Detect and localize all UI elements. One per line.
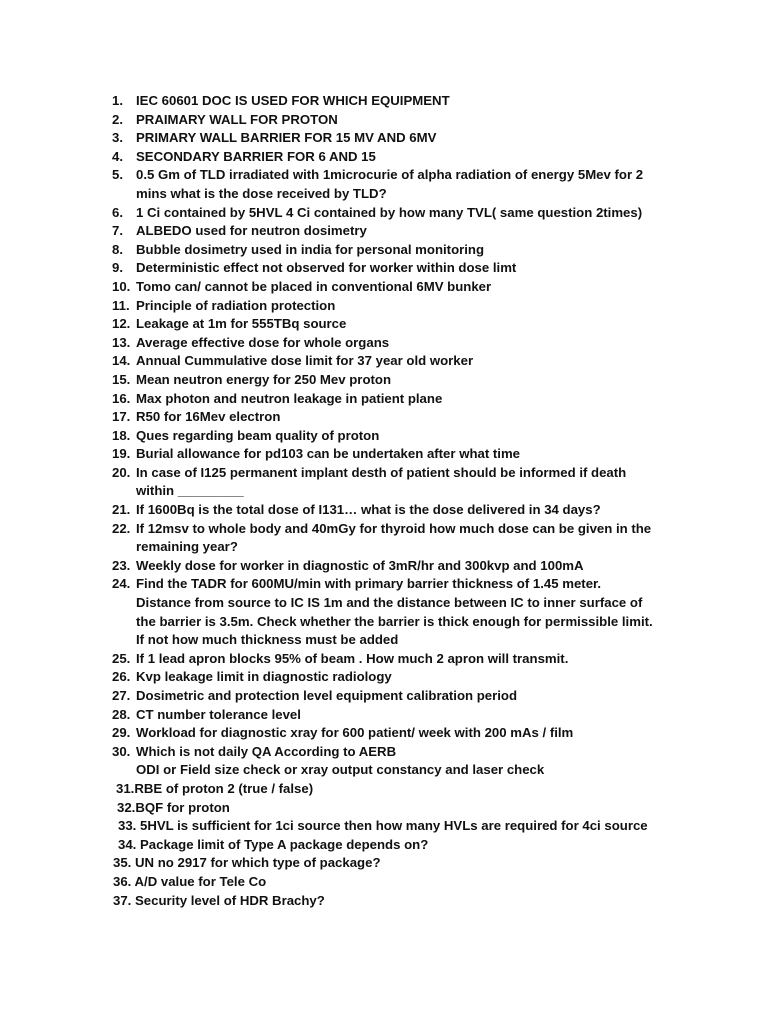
question-text: RBE of proton 2 (true / false) [134, 780, 314, 796]
question-item [112, 575, 692, 649]
question-line: PRIMARY WALL BARRIER FOR 15 MV AND 6MV [136, 130, 437, 146]
question-item [112, 557, 692, 576]
question-text [136, 259, 692, 278]
question-number: 23. [112, 557, 131, 573]
question-line: Dosimetric and protection level equipment calibration period [136, 688, 518, 703]
question-number: 17. [112, 409, 131, 425]
question-text: UN no 2917 for which type of package? [131, 855, 381, 871]
question-item [112, 352, 692, 371]
question-item [112, 501, 692, 520]
question-line: ODI or Field size check or xray output constancy and laser check [136, 762, 545, 778]
question-number: 2. [112, 111, 123, 127]
question-text: 5HVL is sufficient for 1ci source then how many HVLs are required for 4ci source [136, 818, 648, 834]
question-number: 29. [112, 725, 131, 741]
question-number: 8. [112, 241, 123, 257]
question-line: ALBEDO used for neutron dosimetry [136, 223, 367, 239]
question-line: If 1600Bq is the total dose of I131… what is the dose delivered in 34 days? [136, 502, 601, 518]
question-line: If 12msv to whole body and 40mGy for thyroid how much dose can be given in the [136, 520, 652, 536]
question-line: Find the TADR for 600MU/min with primary barrier thickness of 1.45 meter. [136, 576, 602, 592]
question-line: Ques regarding beam quality of proton [136, 427, 380, 443]
question-line: SECONDARY BARRIER FOR 6 AND 15 [136, 148, 376, 164]
question-number: 27. [112, 688, 131, 703]
question-text [136, 166, 692, 203]
question-item [112, 464, 692, 501]
question-item [112, 445, 692, 464]
question-item [112, 836, 692, 855]
question-number: 21. [112, 502, 131, 518]
question-line: R50 for 16Mev electron [136, 409, 281, 425]
question-item [112, 650, 692, 669]
question-item [112, 687, 692, 706]
question-item [112, 92, 692, 111]
question-text [136, 520, 692, 557]
question-text [136, 687, 692, 706]
question-number: 11. [112, 297, 130, 313]
question-number: 35. [113, 855, 132, 871]
question-item [112, 297, 692, 316]
question-text [136, 92, 692, 111]
question-item [112, 780, 692, 799]
question-number: 33. [118, 818, 137, 834]
question-line: Burial allowance for pd103 can be undertaken after what time [136, 446, 521, 462]
question-item [112, 129, 692, 148]
question-line: Distance from source to IC IS 1m and the distance between IC to inner surface of [136, 595, 643, 611]
question-number: 22. [112, 520, 131, 536]
question-text [136, 241, 692, 260]
question-number: 3. [112, 130, 123, 146]
question-item [112, 334, 692, 353]
question-item [112, 241, 692, 260]
question-text [136, 724, 692, 743]
question-item [112, 799, 692, 818]
question-number: 4. [112, 148, 123, 164]
question-line: Principle of radiation protection [136, 297, 336, 313]
question-line: Kvp leakage limit in diagnostic radiology [136, 669, 392, 685]
question-line: 0.5 Gm of TLD irradiated with 1microcurie of alpha radiation of energy 5Mev for 2 [136, 167, 644, 183]
question-list [112, 92, 692, 910]
question-line: PRAIMARY WALL FOR PROTON [136, 111, 338, 127]
question-item [112, 111, 692, 130]
question-line: Weekly dose for worker in diagnostic of 3mR/hr and 300kvp and 100mA [136, 557, 584, 573]
question-item [112, 706, 692, 725]
question-item [112, 408, 692, 427]
question-line: Deterministic effect not observed for worker within dose limt [136, 260, 517, 276]
question-line: Leakage at 1m for 555TBq source [136, 316, 347, 332]
question-number: 34. [118, 836, 137, 852]
question-number: 26. [112, 669, 131, 685]
question-line: Tomo can/ cannot be placed in conventional 6MV bunker [136, 278, 492, 294]
question-number: 12. [112, 316, 131, 332]
question-text [136, 390, 692, 409]
question-item [112, 148, 692, 167]
question-text [136, 408, 692, 427]
question-text [136, 501, 692, 520]
question-text [136, 668, 692, 687]
question-line: within _________ [136, 483, 244, 499]
question-number: 10. [112, 278, 131, 294]
question-text: Package limit of Type A package depends on? [136, 836, 429, 852]
question-text [136, 650, 692, 669]
question-text [136, 427, 692, 446]
question-line: Bubble dosimetry used in india for personal monitoring [136, 241, 485, 257]
question-number: 18. [112, 427, 131, 443]
question-item [112, 222, 692, 241]
question-number: 5. [112, 167, 123, 183]
question-line: the barrier is 3.5m. Check whether the barrier is thick enough for permissible limit. [136, 613, 653, 629]
question-number: 14. [112, 353, 131, 369]
question-number: 31. [116, 780, 135, 796]
question-number: 9. [112, 260, 123, 276]
question-item [112, 315, 692, 334]
question-number: 37. [113, 892, 132, 908]
question-item [112, 371, 692, 390]
question-text: Security level of HDR Brachy? [131, 892, 325, 908]
question-number: 25. [112, 650, 131, 666]
question-number: 19. [112, 446, 131, 462]
question-number: 6. [112, 204, 123, 220]
question-item [112, 166, 692, 203]
question-item [112, 278, 692, 297]
question-item [112, 892, 692, 911]
question-text [136, 334, 692, 353]
question-item [112, 817, 692, 836]
question-text [136, 464, 692, 501]
question-number: 36. [113, 873, 132, 889]
question-text [136, 575, 692, 649]
question-text [136, 297, 692, 316]
question-number: 16. [112, 390, 131, 406]
question-line: In case of I125 permanent implant desth of patient should be informed if death [136, 464, 627, 480]
question-text [136, 129, 692, 148]
question-item [112, 520, 692, 557]
question-line: If 1 lead apron blocks 95% of beam . How much 2 apron will transmit. [136, 650, 569, 666]
question-number: 24. [112, 576, 131, 592]
question-line: Workload for diagnostic xray for 600 patient/ week with 200 mAs / film [136, 725, 574, 741]
question-line: Which is not daily QA According to AERB [136, 743, 397, 759]
question-number: 30. [112, 743, 131, 759]
question-text [136, 148, 692, 167]
question-line: IEC 60601 DOC IS USED FOR WHICH EQUIPMENT [136, 93, 450, 108]
question-text [136, 222, 692, 241]
question-item [112, 854, 692, 873]
question-number: 15. [112, 371, 131, 387]
question-item [112, 390, 692, 409]
question-number: 20. [112, 464, 131, 480]
question-text [136, 706, 692, 725]
question-line: Max photon and neutron leakage in patient plane [136, 390, 443, 406]
question-line: Mean neutron energy for 250 Mev proton [136, 371, 391, 387]
question-item [112, 204, 692, 223]
question-text: BQF for proton [135, 799, 230, 815]
question-item [112, 873, 692, 892]
question-number: 32. [117, 799, 136, 815]
question-number: 28. [112, 706, 131, 722]
question-line: 1 Ci contained by 5HVL 4 Ci contained by how many TVL( same question 2times) [136, 204, 643, 220]
question-line: Average effective dose for whole organs [136, 334, 390, 350]
question-number: 1. [112, 93, 123, 108]
question-text [136, 278, 692, 297]
question-text [136, 111, 692, 130]
question-text [136, 204, 692, 223]
question-number: 13. [112, 334, 131, 350]
question-line: If not how much thickness must be added [136, 632, 399, 648]
question-line: CT number tolerance level [136, 706, 301, 722]
question-item [112, 259, 692, 278]
question-text [136, 371, 692, 390]
question-text [136, 445, 692, 464]
question-line: Annual Cummulative dose limit for 37 year old worker [136, 353, 474, 369]
question-text [136, 743, 692, 780]
question-text [136, 557, 692, 576]
question-number: 7. [112, 223, 123, 239]
question-text: A/D value for Tele Co [131, 873, 267, 889]
question-item [112, 668, 692, 687]
question-item [112, 743, 692, 780]
question-text [136, 352, 692, 371]
question-text [136, 315, 692, 334]
question-item [112, 427, 692, 446]
question-item [112, 724, 692, 743]
question-line: mins what is the dose received by TLD? [136, 185, 387, 201]
question-line: remaining year? [136, 539, 238, 555]
